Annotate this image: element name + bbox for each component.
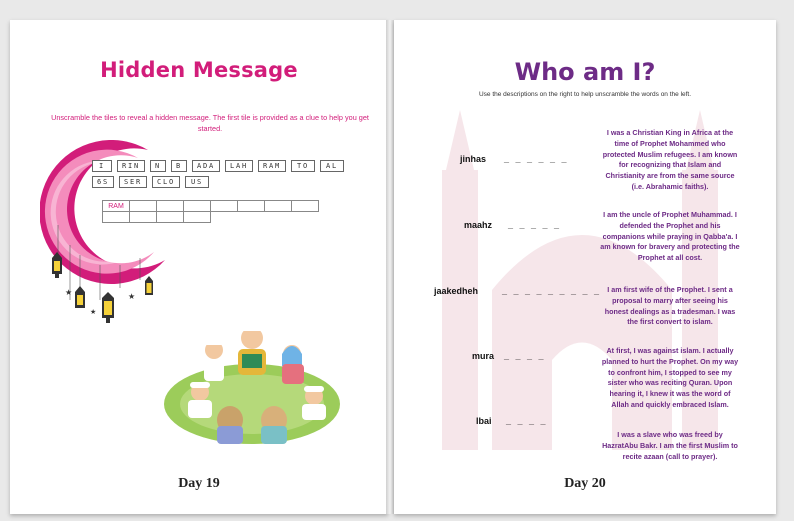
right-page [394,20,776,514]
answer-cell[interactable] [184,212,211,223]
answer-grid [102,200,319,223]
tile[interactable]: RAM [258,160,286,172]
tile[interactable]: ADA [192,160,220,172]
clue-description: I was a slave who was freed by HazratAbu Bakr. I am the first Muslim to recite azaan (call to prayer). [602,430,738,461]
tile[interactable]: I [92,160,112,172]
open-book [6,20,788,514]
tile[interactable]: US [185,176,209,188]
answer-cell[interactable] [157,212,184,223]
tile[interactable]: AL [320,160,344,172]
answer-cell[interactable] [103,212,130,223]
scrambled-word: jinhas [460,154,487,164]
answer-cell[interactable] [292,201,319,212]
answer-cell[interactable] [157,201,184,212]
tile[interactable]: TO [291,160,315,172]
who-am-i-title: Who am I? [514,58,656,86]
hidden-message-instructions: Unscramble the tiles to reveal a hidden message. The first tile is provided as a clue to help you get started. [51,113,369,133]
scrambled-word: mura [472,351,495,361]
tile[interactable]: SER [119,176,147,188]
tile[interactable]: N [150,160,166,172]
scrambled-tiles-row-1 [92,160,349,172]
answer-blanks[interactable]: _ _ _ _ [506,416,548,426]
answer-cell[interactable] [265,201,292,212]
star-icon: ★ [90,308,97,316]
answer-blanks[interactable]: _ _ _ _ _ _ _ _ _ [502,286,602,296]
tile[interactable]: CLO [152,176,180,188]
answer-cell[interactable] [211,201,238,212]
lantern-icon [50,252,64,282]
answer-cell[interactable] [238,201,265,212]
tile[interactable]: LAH [225,160,253,172]
tile[interactable]: RIN [117,160,145,172]
clue-description: I am first wife of the Prophet. I sent a proposal to marry after seeing his honest dealings as a tradesman. I was the first convert to islam. [604,285,736,327]
tile[interactable]: B [171,160,187,172]
answer-blanks[interactable]: _ _ _ _ _ _ [504,154,569,164]
lantern-icon [100,292,116,326]
answer-cell[interactable] [130,212,157,223]
left-page [10,20,388,514]
scrambled-word: jaakedheh [434,286,479,296]
scrambled-word: lbai [476,416,492,426]
day-label-right: Day 20 [564,476,606,491]
answer-blanks[interactable]: _ _ _ _ [504,351,546,361]
answer-cell[interactable] [184,201,211,212]
clue-description: At first, I was against islam. I actually planned to hurt the Prophet. On my way to confront him, I stopped to see my sister who was reciting Quran. Upon hearing it, I knew it was the word of Allah and quickly embraced Islam. [601,346,739,409]
answer-cell: RAM [103,201,130,212]
clue-description: I was a Christian King in Africa at the time of Prophet Mohammed who protected Muslim refugees. I am known for recognizing that Islam and Christianity are from the same source (i.e. Abrahamic faiths). [602,128,738,191]
clue-description: I am the uncle of Prophet Muhammad. I defended the Prophet and his companions while praying in Qabba'a. I am known for bravery and protecting the Prophet at all cost. [600,210,740,263]
hidden-message-title: Hidden Message [100,58,298,82]
children-reading-illustration [162,316,342,446]
lantern-icon [143,276,155,300]
star-icon: ★ [128,292,136,301]
scrambled-word: maahz [464,220,493,230]
day-label-left: Day 19 [178,476,220,491]
answer-cell[interactable] [130,201,157,212]
scrambled-tiles-row-2 [92,176,214,188]
who-am-i-instructions: Use the descriptions on the right to help unscramble the words on the left. [478,91,692,98]
lantern-icon [73,286,87,316]
star-icon: ★ [65,288,73,297]
answer-blanks[interactable]: _ _ _ _ _ [508,220,562,230]
tile[interactable]: 6S [92,176,114,188]
